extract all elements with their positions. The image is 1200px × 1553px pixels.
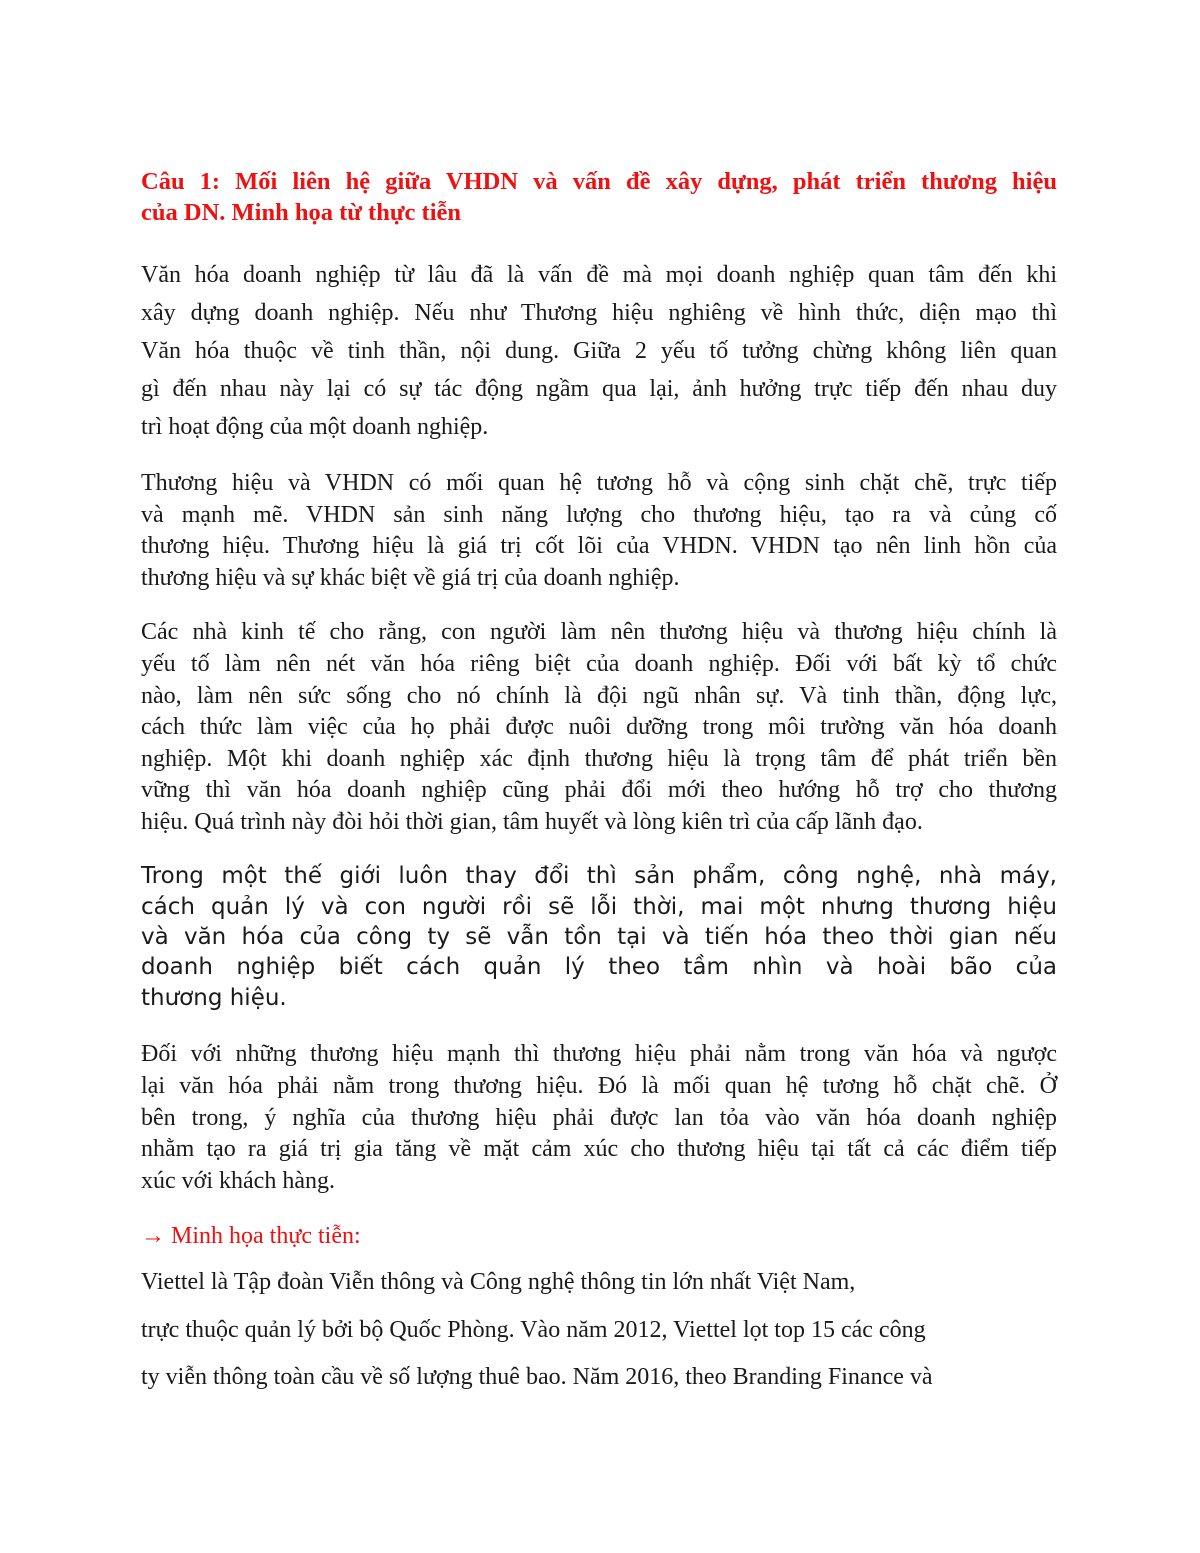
paragraph-line: nhằm tạo ra giá trị gia tăng về mặt cảm xúc cho thương hiệu tại tất cả các điểm tiếp (141, 1136, 1057, 1162)
paragraph-line: bên trong, ý nghĩa của thương hiệu phải được lan tỏa vào văn hóa doanh nghiệp (141, 1105, 1057, 1131)
paragraph-line: nào, làm nên sức sống cho nó chính là đội ngũ nhân sự. Và tinh thần, động lực, (141, 683, 1057, 709)
paragraph-line: vững thì văn hóa doanh nghiệp cũng phải đổi mới theo hướng hỗ trợ cho thương (141, 777, 1057, 803)
paragraph-line: thương hiệu. Thương hiệu là giá trị cốt lõi của VHDN. VHDN tạo nên linh hồn của (141, 533, 1057, 559)
heading-line: của DN. Minh họa từ thực tiễn (141, 199, 462, 226)
paragraph-line: nghiệp. Một khi doanh nghiệp xác định thương hiệu là trọng tâm để phát triển bền (141, 746, 1057, 772)
paragraph-line: ty viễn thông toàn cầu về số lượng thuê bao. Năm 2016, theo Branding Finance và (141, 1364, 933, 1390)
paragraph-line: Văn hóa doanh nghiệp từ lâu đã là vấn đề mà mọi doanh nghiệp quan tâm đến khi (141, 262, 1057, 288)
paragraph-line: Thương hiệu và VHDN có mối quan hệ tương hỗ và cộng sinh chặt chẽ, trực tiếp (141, 470, 1057, 496)
paragraph-line: Đối với những thương hiệu mạnh thì thương hiệu phải nằm trong văn hóa và ngược (141, 1041, 1057, 1067)
paragraph-line: Văn hóa thuộc về tinh thần, nội dung. Giữa 2 yếu tố tưởng chừng không liên quan (141, 338, 1057, 364)
paragraph-line: Trong một thế giới luôn thay đổi thì sản phẩm, công nghệ, nhà máy, (141, 863, 1057, 889)
paragraph-line: trực thuộc quản lý bởi bộ Quốc Phòng. Vào năm 2012, Viettel lọt top 15 các công (141, 1317, 926, 1343)
paragraph-line: doanh nghiệp biết cách quản lý theo tầm nhìn và hoài bão của (141, 954, 1057, 980)
paragraph-line: gì đến nhau này lại có sự tác động ngầm qua lại, ảnh hưởng trực tiếp đến nhau duy (141, 376, 1057, 402)
paragraph-line: yếu tố làm nên nét văn hóa riêng biệt của doanh nghiệp. Đối với bất kỳ tổ chức (141, 651, 1057, 677)
paragraph-line: và văn hóa của công ty sẽ vẫn tồn tại và tiến hóa theo thời gian nếu (141, 924, 1057, 950)
paragraph-line: thương hiệu. (141, 985, 287, 1011)
paragraph-line: hiệu. Quá trình này đòi hỏi thời gian, tâm huyết và lòng kiên trì của cấp lãnh đạo. (141, 809, 923, 835)
heading-line: Câu 1: Mối liên hệ giữa VHDN và vấn đề xây dựng, phát triển thương hiệu (141, 168, 1057, 195)
paragraph-line: cách quản lý và con người rồi sẽ lỗi thời, mai một nhưng thương hiệu (141, 894, 1057, 920)
paragraph-line: trì hoạt động của một doanh nghiệp. (141, 414, 489, 440)
paragraph-line: xúc với khách hàng. (141, 1168, 335, 1194)
subheading: → Minh họa thực tiễn: (141, 1223, 361, 1249)
paragraph-line: lại văn hóa phải nằm trong thương hiệu. Đó là mối quan hệ tương hỗ chặt chẽ. Ở (141, 1073, 1057, 1099)
paragraph-line: xây dựng doanh nghiệp. Nếu như Thương hiệu nghiêng về hình thức, diện mạo thì (141, 300, 1057, 326)
paragraph-line: và mạnh mẽ. VHDN sản sinh năng lượng cho thương hiệu, tạo ra và củng cố (141, 502, 1057, 528)
paragraph-line: cách thức làm việc của họ phải được nuôi dưỡng trong môi trường văn hóa doanh (141, 714, 1057, 740)
paragraph-line: thương hiệu và sự khác biệt về giá trị của doanh nghiệp. (141, 565, 680, 591)
paragraph-line: Viettel là Tập đoàn Viễn thông và Công nghệ thông tin lớn nhất Việt Nam, (141, 1269, 856, 1295)
paragraph-line: Các nhà kinh tế cho rằng, con người làm nên thương hiệu và thương hiệu chính là (141, 619, 1057, 645)
